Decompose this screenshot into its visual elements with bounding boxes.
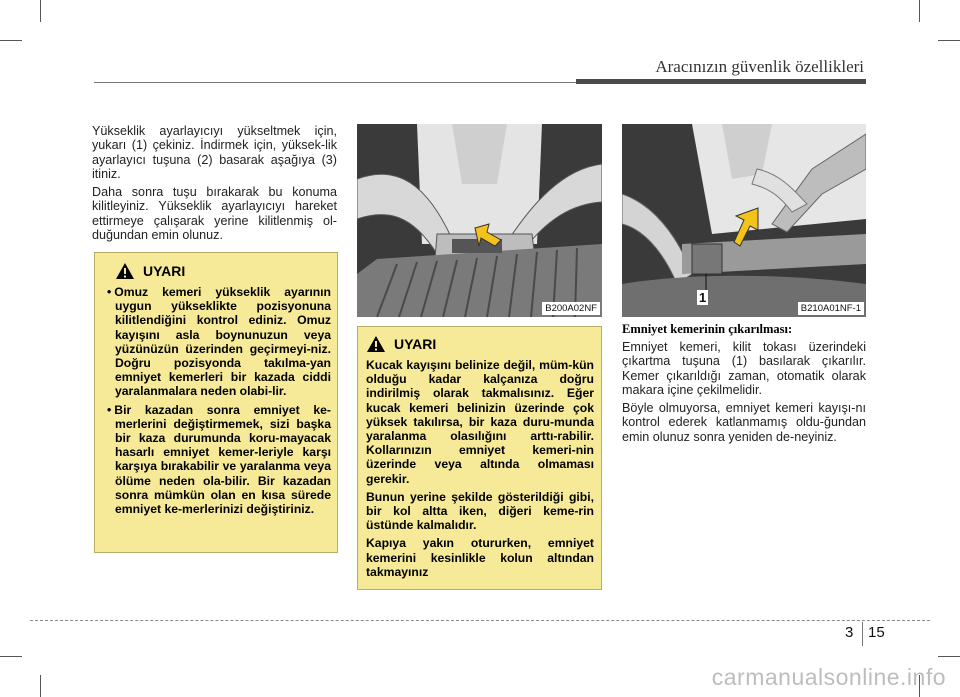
crop-mark (0, 656, 22, 657)
page-header-title: Aracınızın güvenlik özellikleri (655, 57, 864, 76)
buckle-illustration (622, 124, 866, 317)
footer-divider (862, 622, 863, 646)
figure-seatbelt-release (622, 124, 866, 317)
right-body-text (622, 340, 866, 448)
watermark: carmanualsonline.info (711, 664, 946, 690)
warning-icon (115, 262, 135, 280)
section-heading: Emniyet kemerinin çıkarılması: (622, 322, 793, 336)
crop-mark (0, 40, 22, 41)
callout-number: 1 (699, 290, 707, 305)
footer-rule (30, 620, 930, 621)
seatbelt-illustration (357, 124, 602, 317)
paragraph: Emniyet kemeri, kilit tokası üzerindeki çıkartma tuşuna (1) basılarak çıkarılır. Kemer çıkarıldığı zaman, otomatik olarak makara içine çekilmelidir. (622, 340, 866, 397)
warning-paragraph: Kucak kayışını belinize değil, müm-kün olduğu kadar kalçanıza doğru indirilmiş olarak takmalısınız. Eğer kucak kemeri belinizin üzerinde çok yüksek takılırsa, bir kaza duru-munda yaralanma olasılığını arttı-rabilir. Kollarınızın emniyet kemeri-nin üzerinde veya altında olmaması gerekir. (366, 358, 594, 486)
left-body-text (92, 124, 337, 246)
crop-mark (938, 40, 960, 41)
crop-mark (40, 0, 41, 22)
paragraph: Böyle olmuyorsa, emniyet kemeri kayışı-nı kontrol ederek katlanmamış oldu-ğundan emin olunuz sonra yeniden de-neyiniz. (622, 401, 866, 444)
crop-mark (938, 656, 960, 657)
warning-paragraph: Bunun yerine şekilde gösterildiği gibi, bir kol altta iken, diğeri keme-rin üstünde kalmalıdır. (366, 489, 594, 533)
warning-title-text: UYARI (143, 263, 186, 279)
warning-title-text: UYARI (394, 336, 437, 352)
warning-item: • Omuz kemeri yükseklik ayarının uygun yükseklikte pozisyonuna kilitlendiğini kontrol ediniz. Omuz kayışını asla boynunuzun veya yüzünüzün üzerinden geçirmeyi-niz. Doğru pozisyonda takılma-yan emniyet kemerleri bir kazada ciddi yaralanmalara neden olabi-lir. (103, 285, 331, 399)
paragraph: Daha sonra tuşu bırakarak bu konuma kilitleyiniz. Yükseklik ayarlayıcıyı hareket ettirmeye çalışarak yerine kilitlenmiş ol-duğundan emin olunuz. (92, 185, 337, 243)
warning-box (357, 326, 602, 590)
warning-item: • Bir kazadan sonra emniyet ke-merlerini değiştirmemek, sizi başka bir kaza durumunda koru-mayacak hasarlı emniyet kemer-leriyle karşı karşıya bırakabilir ve yaralanma veya ölüme neden ola-bilir. Bir kazadan sonra mümkün olan en kısa sürede emniyet ke-merlerinizi değiştiriniz. (103, 403, 331, 517)
header-rule-accent (576, 79, 866, 84)
warning-list (103, 285, 331, 516)
chapter-number: 3 (845, 624, 854, 641)
crop-mark (40, 675, 41, 697)
figure-code: B210A01NF-1 (798, 302, 864, 315)
warning-box (94, 252, 338, 553)
figure-code: B200A02NF (542, 302, 600, 315)
page-number: 15 (868, 624, 885, 641)
figure-seatbelt-height (357, 124, 602, 317)
crop-mark (919, 0, 920, 22)
paragraph: Yükseklik ayarlayıcıyı yükseltmek için, yukarı (1) çekiniz. İndirmek için, yüksek-lik ayarlayıcı tuşuna (2) basarak aşağıya (3) itiniz. (92, 124, 337, 181)
warning-paragraph: Kapıya yakın otururken, emniyet kemerini kesinlikle kolun altından takmayınız (366, 536, 594, 579)
warning-icon (366, 335, 386, 353)
warning-title (115, 262, 331, 280)
warning-title (366, 335, 594, 353)
